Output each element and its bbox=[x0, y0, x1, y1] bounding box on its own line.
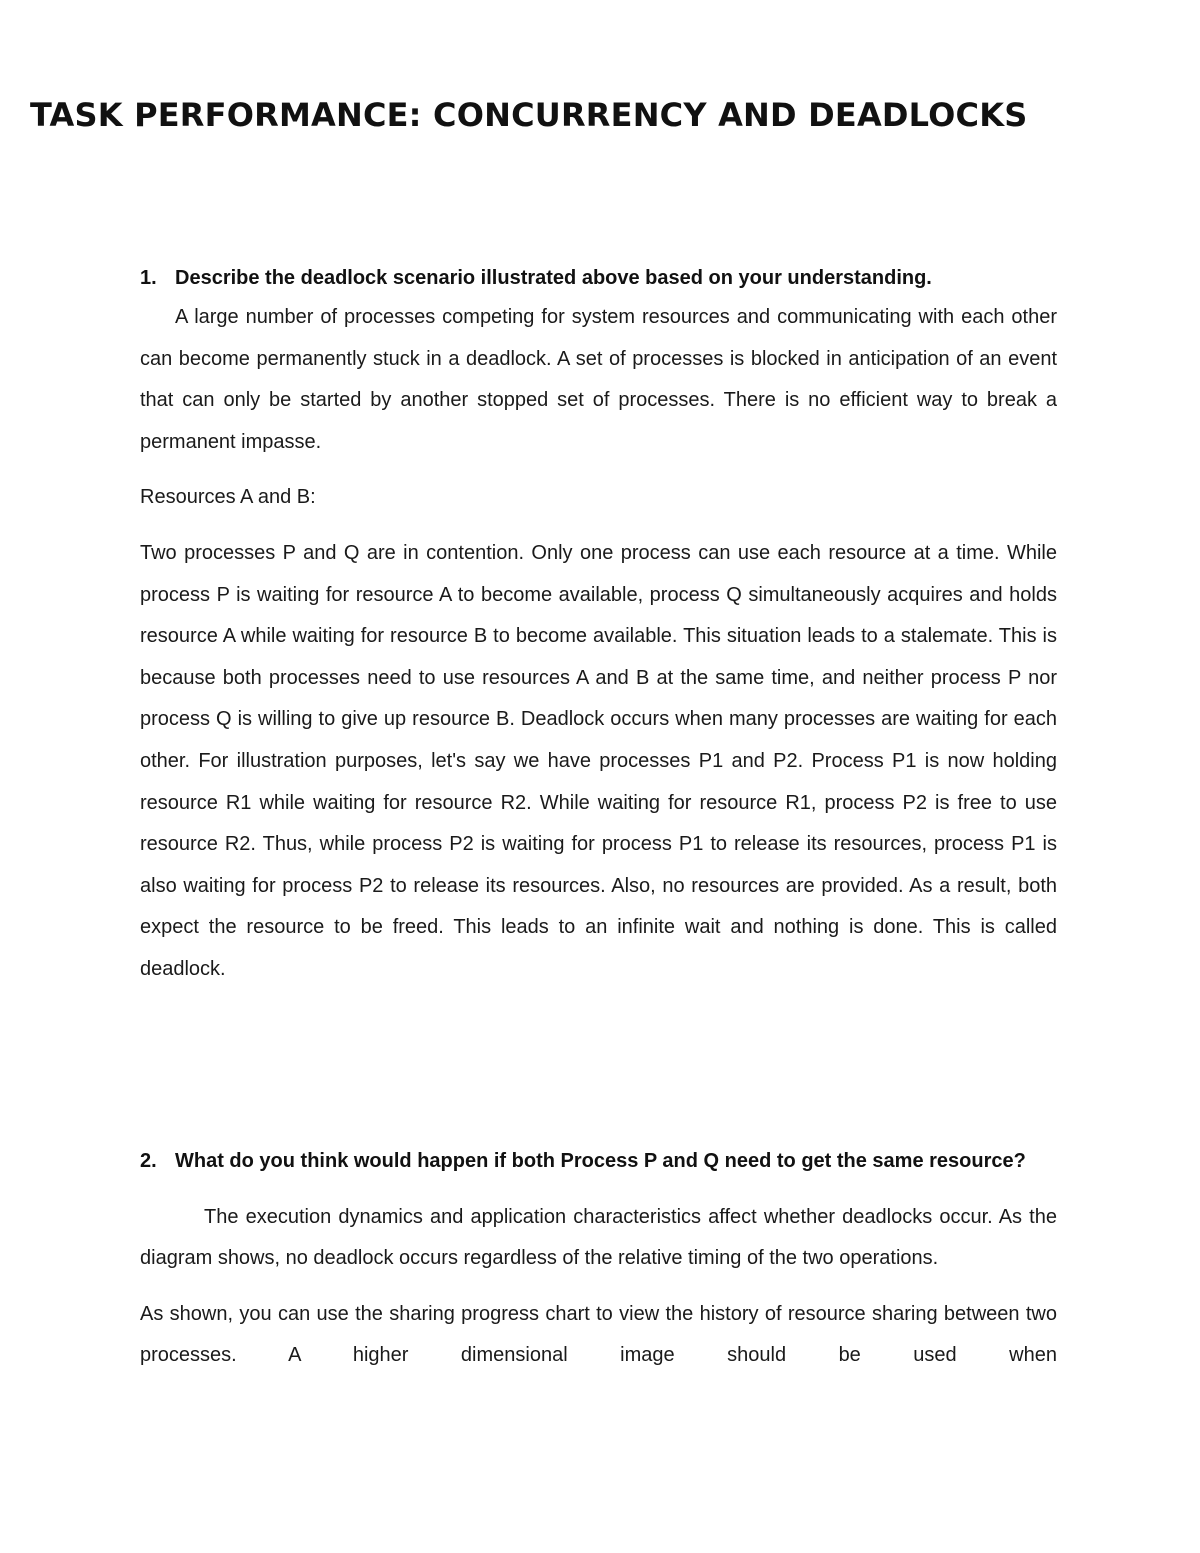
question-2-section bbox=[140, 1141, 1057, 1377]
question-2-number: 2. bbox=[140, 1150, 157, 1172]
question-2-answer-paragraph-2: As shown, you can use the sharing progress chart to view the history of resource sharing between two processes. A higher dimensional image should be used when bbox=[140, 1302, 1057, 1367]
question-1 bbox=[140, 264, 1057, 293]
question-1-section bbox=[140, 264, 1057, 991]
question-2 bbox=[140, 1141, 1057, 1183]
question-1-answer-paragraph-3: Two processes P and Q are in contention. Only one process can use each resource at a time. While process P is waiting for resource A to become available, process Q simultaneously acquires and holds resource A while waiting for resource B to become available. This situation leads to a stalemate. This is because both processes need to use resources A and B at the same time, and neither process P nor process Q is willing to give up resource B. Deadlock occurs when many processes are waiting for each other. For illustration purposes, let's say we have processes P1 and P2. Process P1 is now holding resource R1 while waiting for resource R2. While waiting for resource R1, process P2 is free to use resource R2. Thus, while process P2 is waiting for process P1 to release its resources, process P1 is also waiting for process P2 to release its resources. Also, no resources are provided. As a result, both expect the resource to be freed. This leads to an infinite wait and nothing is done. This is called deadlock. bbox=[140, 541, 1057, 980]
question-1-answer-paragraph-1: A large number of processes competing for system resources and communicating with each other can become permanently stuck in a deadlock. A set of processes is blocked in anticipation of an event that can only be started by another stopped set of processes. There is no efficient way to break a permanent impasse. bbox=[140, 306, 1057, 453]
document-title: TASK PERFORMANCE: CONCURRENCY AND DEADLOCKS bbox=[30, 96, 1028, 134]
question-2-answer-paragraph-1: The execution dynamics and application characteristics affect whether deadlocks occur. As the diagram shows, no deadlock occurs regardless of the relative timing of the two operations. bbox=[140, 1205, 1057, 1270]
question-1-number: 1. bbox=[140, 267, 157, 289]
question-2-text: What do you think would happen if both Process P and Q need to get the same resource? bbox=[175, 1150, 1026, 1172]
question-1-text: Describe the deadlock scenario illustrated above based on your understanding. bbox=[175, 267, 932, 289]
question-1-answer-paragraph-2: Resources A and B: bbox=[140, 486, 316, 509]
